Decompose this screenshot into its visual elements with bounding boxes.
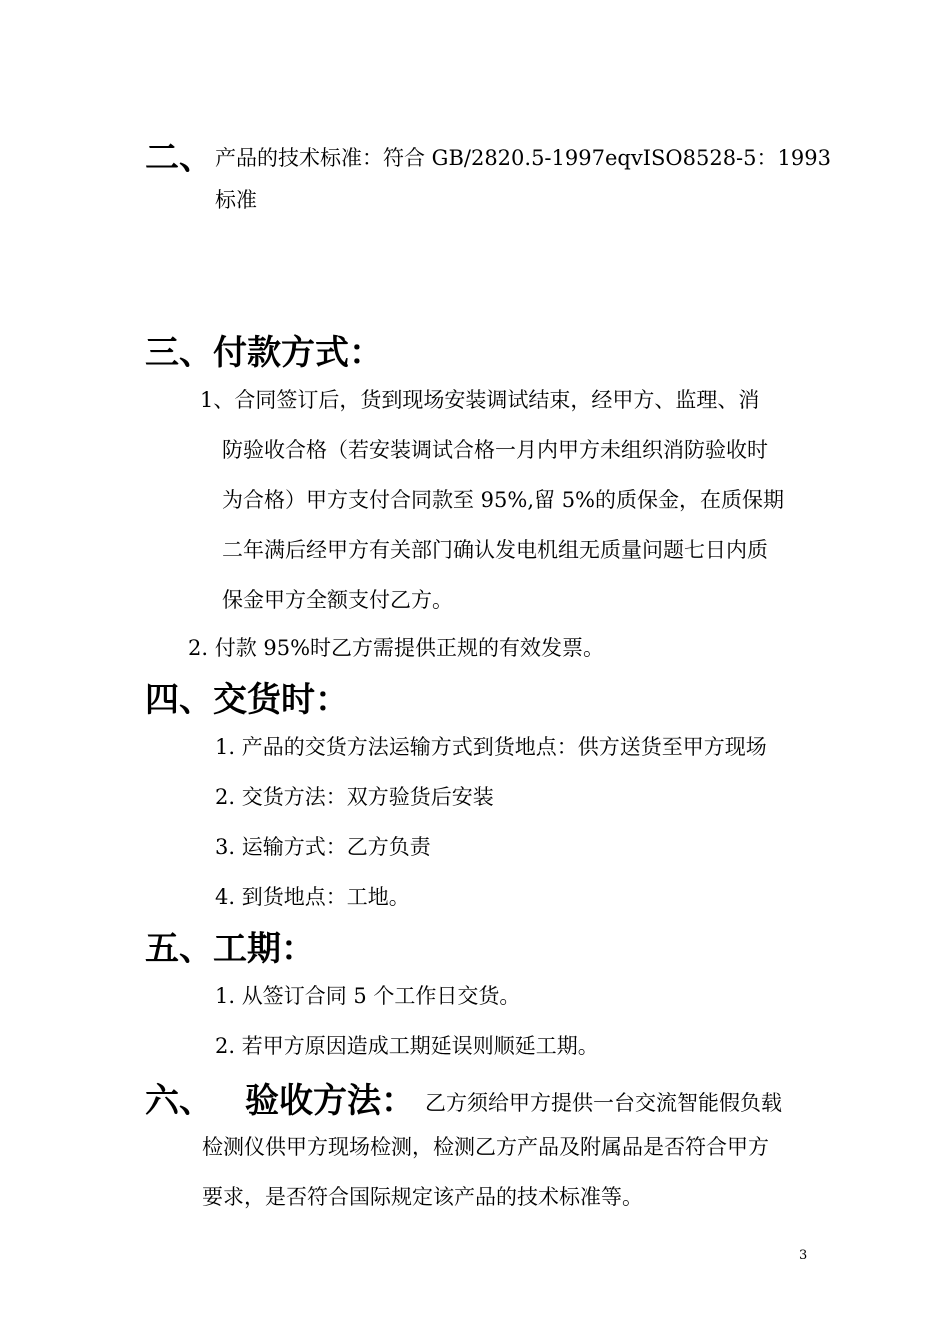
section-4-item-4: 4. 到货地点：工地。 xyxy=(215,885,410,909)
section-5-item-1: 1. 从签订合同 5 个工作日交货。 xyxy=(215,984,521,1008)
section-4-heading: 四、交货时： xyxy=(145,680,349,720)
section-5-heading: 五、工期： xyxy=(145,929,315,969)
section-6-line-3: 要求，是否符合国际规定该产品的技术标准等。 xyxy=(202,1185,643,1209)
section-3-heading: 三、付款方式： xyxy=(145,333,383,373)
section-3-item-1-line-1: 1、合同签订后，货到现场安装调试结束，经甲方、监理、消 xyxy=(200,388,760,412)
section-2-line-1: 产品的技术标准：符合 GB/2820.5-1997eqvISO8528-5：1993 xyxy=(215,146,831,170)
section-4-item-2: 2. 交货方法：双方验货后安装 xyxy=(215,785,494,809)
section-3-item-1-line-3: 为合格）甲方支付合同款至 95%,留 5%的质保金，在质保期 xyxy=(222,488,785,512)
section-5-item-2: 2. 若甲方原因造成工期延误则顺延工期。 xyxy=(215,1034,599,1058)
section-6-line-2: 检测仪供甲方现场检测，检测乙方产品及附属品是否符合甲方 xyxy=(202,1135,769,1159)
section-2-line-2: 标准 xyxy=(215,188,257,212)
section-6-heading-title: 验收方法： xyxy=(245,1081,415,1121)
section-3-item-1-line-4: 二年满后经甲方有关部门确认发电机组无质量问题七日内质 xyxy=(222,538,768,562)
section-4-item-1: 1. 产品的交货方法运输方式到货地点：供方送货至甲方现场 xyxy=(215,735,767,759)
section-2-heading: 二、 xyxy=(145,138,213,178)
section-3-item-1-line-5: 保金甲方全额支付乙方。 xyxy=(222,588,453,612)
page-number: 3 xyxy=(799,1248,808,1263)
section-6-heading-number: 六、 xyxy=(145,1081,213,1121)
section-4-item-3: 3. 运输方式：乙方负责 xyxy=(215,835,431,859)
section-3-item-1-line-2: 防验收合格（若安装调试合格一月内甲方未组织消防验收时 xyxy=(222,438,768,462)
section-3-item-2: 2. 付款 95%时乙方需提供正规的有效发票。 xyxy=(188,636,605,660)
section-6-line-1: 乙方须给甲方提供一台交流智能假负载 xyxy=(425,1091,782,1115)
